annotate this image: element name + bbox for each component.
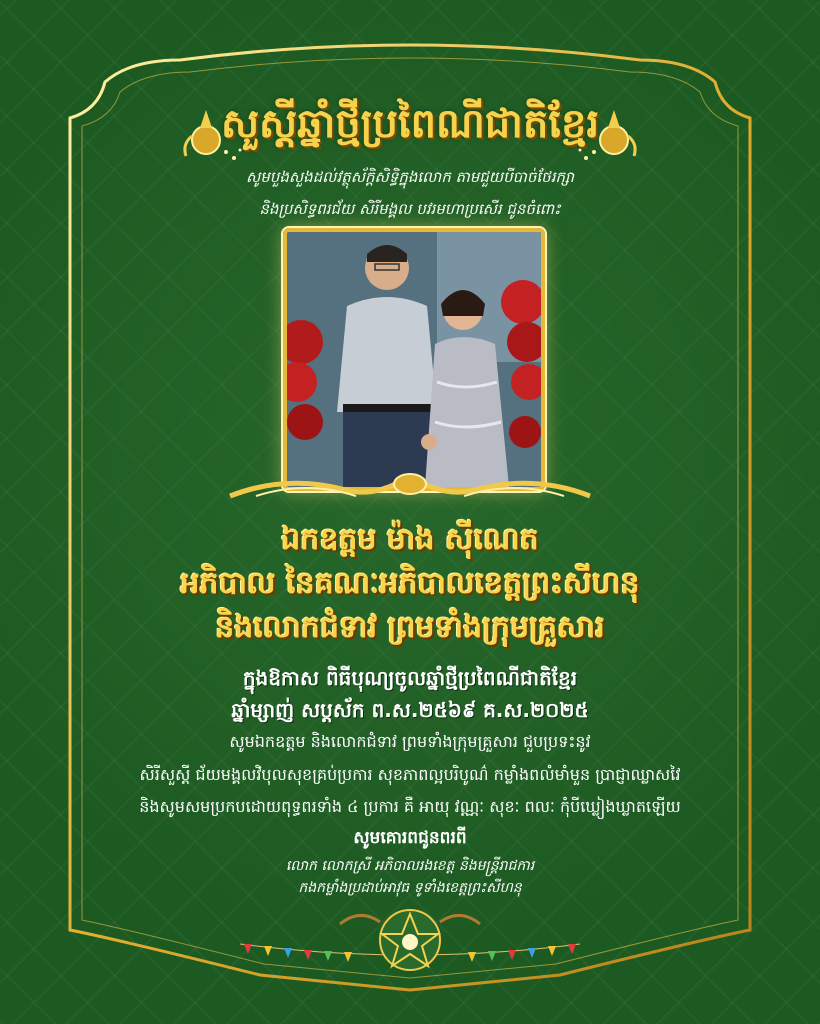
- occasion-line-1: ក្នុងឱកាស ពិធីបុណ្យចូលឆ្នាំថ្មីប្រពៃណីជាតិខ្មែរ: [242, 666, 578, 690]
- honoree-line-3: និងលោកជំទាវ ព្រមទាំងក្រុមគ្រួសារ: [215, 610, 605, 645]
- subtitle-line-1: សូមបួងសួងដល់វត្ថុស័ក្តិសិទ្ធិក្នុងលោក តាមជួយបីបាច់ថែរក្សា: [246, 168, 574, 186]
- couple-photo: [283, 228, 545, 491]
- wish-line-2: សិរីសួស្តី ជ័យមង្គលវិបុលសុខគ្រប់ប្រការ សុខភាពល្អបរិបូណ៌ កម្លាំងពលំមាំមួន ប្រាជ្ញាឈ្លាសវៃ: [139, 765, 681, 784]
- card-title: សួស្តីឆ្នាំថ្មីប្រពៃណីជាតិខ្មែរ: [220, 101, 600, 147]
- wish-line-1: សូមឯកឧត្តម និងលោកជំទាវ ព្រមទាំងក្រុមគ្រួសារ ជួបប្រទះនូវ: [229, 732, 591, 751]
- honoree-line-1: ឯកឧត្តម ម៉ាង ស៊ីណេត: [281, 522, 539, 557]
- subtitle-line-2: និងប្រសិទ្ធពរជ័យ សិរីមង្គល បវរមហាប្រសើរ ជូនចំពោះ: [259, 200, 561, 218]
- occasion-line-2: ឆ្នាំម្សាញ់ សប្តស័ក ព.ស.២៥៦៩ គ.ស.២០២៥: [231, 698, 589, 722]
- from-title: សូមគោរពជូនពរពី: [353, 828, 467, 848]
- from-line-1: លោក លោកស្រី អភិបាលរងខេត្ត និងមន្ត្រីរាជការ: [285, 858, 535, 874]
- scroll-ornament-icon: [226, 466, 594, 508]
- star-ornament-icon: [230, 900, 590, 980]
- honoree-line-2: អភិបាល នៃគណៈអភិបាលខេត្តព្រះសីហនុ: [180, 566, 640, 601]
- from-line-2: កងកម្លាំងប្រដាប់អាវុធ ទូទាំងខេត្តព្រះសីហនុ: [298, 880, 522, 896]
- wish-line-3: និងសូមសមប្រកបដោយពុទ្ធពរទាំង ៤ ប្រការ គឺ អាយុ វណ្ណៈ សុខៈ ពលៈ កុំបីឃ្លៀងឃ្លាតឡើយ: [139, 797, 681, 816]
